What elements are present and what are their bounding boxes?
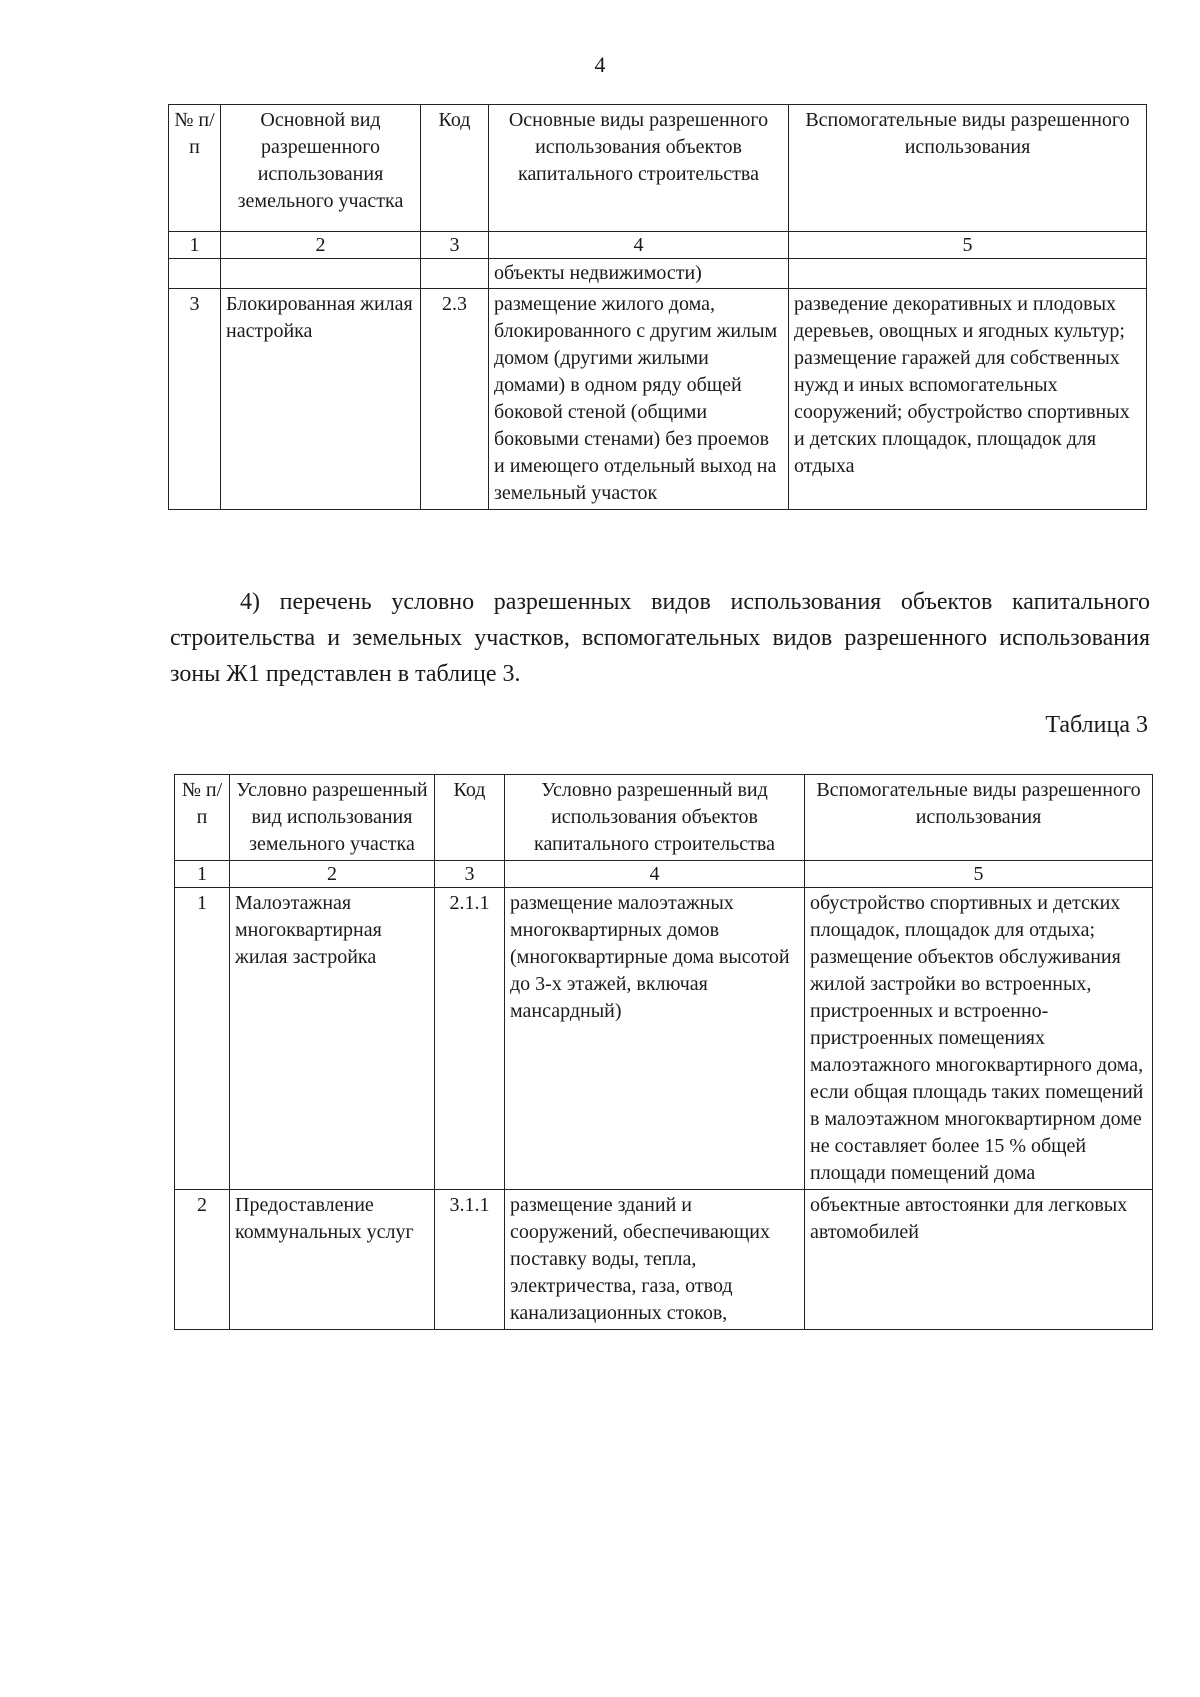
row-number: 1 <box>175 888 230 1190</box>
header-code: Код <box>435 775 505 861</box>
column-number: 1 <box>169 232 221 259</box>
column-number: 5 <box>805 861 1153 888</box>
row-aux-uses: объектные автостоянки для легковых автомобилей <box>805 1190 1153 1330</box>
header-aux-uses: Вспомогательные виды разрешенного использования <box>805 775 1153 861</box>
column-number: 1 <box>175 861 230 888</box>
header-aux-uses: Вспомогательные виды разрешенного использования <box>789 105 1147 232</box>
header-main-uses: Условно разрешенный вид использования объектов капитального строительства <box>505 775 805 861</box>
row-land-use: Блокированная жилая настройка <box>221 289 421 510</box>
header-number: № п/п <box>169 105 221 232</box>
column-numbers-row <box>175 861 1153 888</box>
header-code: Код <box>421 105 489 232</box>
continuation-row <box>169 259 1147 289</box>
column-number: 2 <box>230 861 435 888</box>
table-cell: объекты недвижимости) <box>489 259 789 289</box>
column-number: 3 <box>421 232 489 259</box>
table-cell <box>421 259 489 289</box>
row-number: 3 <box>169 289 221 510</box>
table-conditional-uses <box>174 774 1153 1330</box>
row-main-uses: размещение жилого дома, блокированного с другим жилым домом (другими жилыми домами) в одном ряду общей боковой стеной (общими боковыми стенами) без проемов и имеющего отдельный выход на земельный участок <box>489 289 789 510</box>
column-numbers-row <box>169 232 1147 259</box>
table-caption: Таблица 3 <box>1045 712 1148 738</box>
table-row <box>175 1190 1153 1330</box>
column-number: 2 <box>221 232 421 259</box>
row-land-use: Малоэтажная многоквартирная жилая застройка <box>230 888 435 1190</box>
table-header-row <box>175 775 1153 861</box>
table-row <box>175 888 1153 1190</box>
row-code: 3.1.1 <box>435 1190 505 1330</box>
column-number: 4 <box>489 232 789 259</box>
row-code: 2.1.1 <box>435 888 505 1190</box>
header-number: № п/п <box>175 775 230 861</box>
table-permitted-uses-continued <box>168 104 1147 510</box>
paragraph-list-item-4: 4) перечень условно разрешенных видов использования объектов капитального строительства и земельных участков, вспомогательных видов разрешенного использования зоны Ж1 представлен в таблице 3. <box>170 589 1150 687</box>
row-land-use: Предоставление коммунальных услуг <box>230 1190 435 1330</box>
header-land-use: Основной вид разрешенного использования земельного участка <box>221 105 421 232</box>
row-aux-uses: обустройство спортивных и детских площадок, площадок для отдыха; размещение объектов обслуживания жилой застройки во встроенных, пристроенных и встроенно-пристроенных помещениях малоэтажного многоквартирного дома, если общая площадь таких помещений в малоэтажном многоквартирном доме не составляет более 15 % общей площади помещений дома <box>805 888 1153 1190</box>
row-main-uses: размещение малоэтажных многоквартирных домов (многоквартирные дома высотой до 3-х этажей, включая мансардный) <box>505 888 805 1190</box>
row-code: 2.3 <box>421 289 489 510</box>
table-cell <box>789 259 1147 289</box>
table-cell <box>169 259 221 289</box>
column-number: 5 <box>789 232 1147 259</box>
row-main-uses: размещение зданий и сооружений, обеспечивающих поставку воды, тепла, электричества, газа, отвод канализационных стоков, <box>505 1190 805 1330</box>
page-number: 4 <box>594 52 606 77</box>
column-number: 3 <box>435 861 505 888</box>
column-number: 4 <box>505 861 805 888</box>
row-number: 2 <box>175 1190 230 1330</box>
table-row <box>169 289 1147 510</box>
header-main-uses: Основные виды разрешенного использования объектов капитального строительства <box>489 105 789 232</box>
header-land-use: Условно разрешенный вид использования земельного участка <box>230 775 435 861</box>
row-aux-uses: разведение декоративных и плодовых деревьев, овощных и ягодных культур; размещение гаражей для собственных нужд и иных вспомогательных сооружений; обустройство спортивных и детских площадок, площадок для отдыха <box>789 289 1147 510</box>
table-header-row <box>169 105 1147 232</box>
table-cell <box>221 259 421 289</box>
